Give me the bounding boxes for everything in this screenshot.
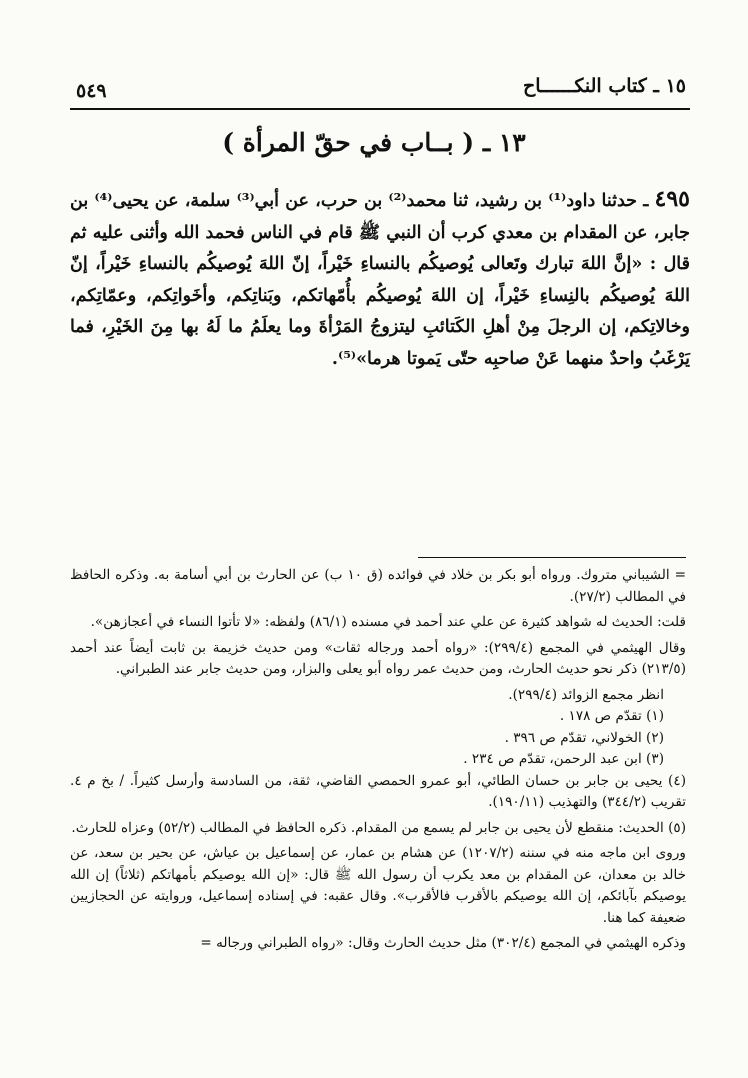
note-shawahid: قلت: الحديث له شواهد كثيرة عن علي عند أحمد في مسنده (٨٦/١) ولفظه: «لا تأتوا النساء في أعجازهن».: [90, 614, 686, 630]
footnote-rule: [418, 557, 686, 558]
note-see-majma: انظر مجمع الزوائد (٢٩٩/٤).: [508, 686, 664, 703]
hadith-body: ـ حدثنا داود⁽¹⁾ بن رشيد، ثنا محمد⁽²⁾ بن حرب، عن أبي⁽³⁾ سلمة، عن يحيى⁽⁴⁾ بن جابر، عن المقدام بن معدي كرب أن النبي ﷺ قام في الناس فحمد الله وأثنى عليه ثم قال : «إنَّ اللهَ تبارك وتَعالى يُوصيكُم بالنساءِ خَيْراً، إنّ اللهَ يُوصيكُم بالنساءِ خَيْراً، إنّ اللهَ يُوصيكُم بالنِساءِ خَيْراً، إن اللهَ يُوصيكُم بأُمّهاتكم، وبَناتِكم، وأخَواتِكم، وعمّاتِكم، وخالاتِكم، إن الرجلَ مِنْ أهلِ الكَتائبِ ليتزوجُ المَرْأةَ وما يعلَمُ ما لَهُ بها مِنَ الخَيْرِ، فما يَرْغَبُ واحدٌ منهما عَنْ صاحبِه حتّى يَموتا هرما»⁽⁵⁾.: [70, 191, 690, 369]
note-ibn-majah: وروى ابن ماجه منه في سننه (١٢٠٧/٢) عن هشام بن عمار، عن إسماعيل بن عياش، عن بحير بن سعد، عن خالد بن معدان، عن المقدام بن معد يكرب أن رسول الله ﷺ قال: «إن الله يوصيكم بأمهاتكم (ثلاثاً) إن الله يوصيكم بآبائكم، إن الله يوصيكم بالأقرب فالأقرب». وقال عقبه: في إسناده إسماعيل، وروايته عن الحجازيين ضعيفة كما هنا.: [70, 845, 687, 926]
footnote-2: (٢) الخولاني، تقدّم ص ٣٩٦ .: [504, 729, 664, 746]
hadith-number: ٤٩٥: [654, 186, 690, 212]
footnote-5: (٥) الحديث: منقطع لأن يحيى بن جابر لم يسمع من المقدام. ذكره الحافظ في المطالب (٥٢/٢) وعزاه للحارث.: [71, 819, 686, 836]
hadith-text: [70, 184, 690, 375]
chapter-heading: ١٣ ـ ( بــاب في حقّ المرأة ): [222, 128, 526, 157]
note-haythami: وقال الهيثمي في المجمع (٢٩٩/٤): «رواه أحمد ورجاله ثقات» ومن حديث خزيمة بن ثابت أيضاً عند أحمد (٢١٣/٥) ذكر نحو حديث الحارث، ومن حديث عمر رواه أبو يعلى والبزار، ومن حديث جابر عند الطبراني.: [70, 639, 686, 677]
footnotes: [70, 565, 686, 959]
note-haythami-2: وذكره الهيثمي في المجمع (٣٠٢/٤) مثل حديث الحارث وقال: «رواه الطبراني ورجاله =: [200, 935, 686, 951]
footnote-3: (٣) ابن عبد الرحمن، تقدّم ص ٢٣٤ .: [463, 751, 664, 767]
footnote-1: (١) تقدّم ص ١٧٨ .: [559, 708, 664, 724]
running-header-title: ١٥ ـ كتاب النكــــــاح: [522, 75, 686, 97]
page-number: ٥٤٩: [76, 80, 107, 102]
header-rule: [70, 108, 690, 110]
footnote-4: (٤) يحيى بن جابر بن حسان الطائي، أبو عمرو الحمصي القاضي، ثقة، من السادسة وأرسل كثيراً. / بخ م ٤. تقريب (٣٤٤/٢) والتهذيب (١٩٠/١١).: [70, 772, 686, 810]
note-continuation: = الشيباني متروك. ورواه أبو بكر بن خلاد في فوائده (ق ١٠ ب) عن الحارث بن أبي أسامة به. وذكره الحافظ في المطالب (٢٧/٢).: [70, 567, 687, 605]
